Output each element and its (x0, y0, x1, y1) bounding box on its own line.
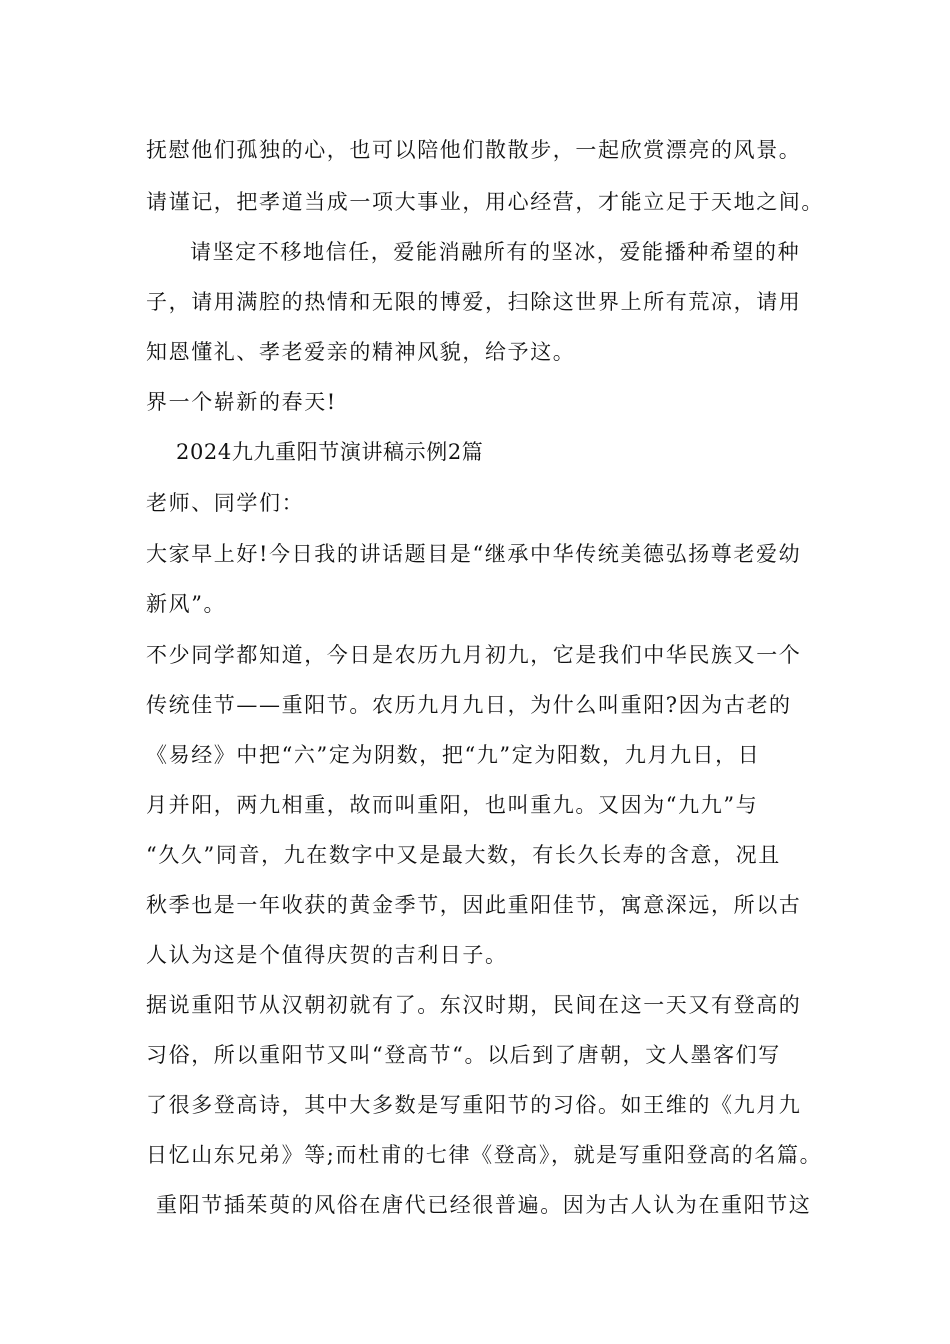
text-line: 月并阳，两九相重，故而叫重阳，也叫重九。又因为“九九”与 (146, 793, 759, 817)
text-line: 《易经》中把“六”定为阴数，把“九”定为阳数，九月九日，日 (146, 743, 761, 767)
text-line: 重阳节插茱萸的风俗在唐代已经很普遍。因为古人认为在重阳节这 (156, 1193, 812, 1217)
text-line: 请谨记，把孝道当成一项大事业，用心经营，才能立足于天地之间。 (146, 190, 824, 214)
text-line: 大家早上好!今日我的讲话题目是“继承中华传统美德弘扬尊老爱幼 (146, 542, 802, 566)
text-line: 人认为这是个值得庆贺的吉利日子。 (146, 943, 508, 967)
text-line: 秋季也是一年收获的黄金季节，因此重阳佳节，寓意深远，所以古 (146, 893, 802, 917)
section-heading: 2024九九重阳节演讲稿示例2篇 (176, 440, 484, 464)
text-line: 新风”。 (146, 592, 227, 616)
text-line: 子，请用满腔的热情和无限的博爱，扫除这世界上所有荒凉，请用 (146, 290, 802, 314)
text-line: 不少同学都知道，今日是农历九月初九，它是我们中华民族又一个 (146, 643, 802, 667)
text-line: 抚慰他们孤独的心，也可以陪他们散散步，一起欣赏漂亮的风景。 (146, 138, 802, 162)
text-line: 知恩懂礼、孝老爱亲的精神风貌，给予这。 (146, 340, 576, 364)
text-line: 请坚定不移地信任，爱能消融所有的坚冰，爱能播种希望的种 (190, 240, 801, 264)
text-line: 界一个崭新的春天! (146, 390, 337, 414)
text-line: 据说重阳节从汉朝初就有了。东汉时期，民间在这一天又有登高的 (146, 993, 802, 1017)
text-line: 传统佳节——重阳节。农历九月九日，为什么叫重阳?因为古老的 (146, 693, 792, 717)
salutation: 老师、同学们： (146, 491, 305, 515)
text-line: 日忆山东兄弟》等;而杜甫的七律《登高》，就是写重阳登高的名篇。 (146, 1143, 823, 1167)
text-line: 了很多登高诗，其中大多数是写重阳节的习俗。如王维的《九月九 (146, 1093, 802, 1117)
text-line: 习俗，所以重阳节又叫“登高节“。以后到了唐朝，文人墨客们写 (146, 1043, 781, 1067)
text-line: “久久”同音，九在数字中又是最大数，有长久长寿的含意，况且 (146, 843, 781, 867)
